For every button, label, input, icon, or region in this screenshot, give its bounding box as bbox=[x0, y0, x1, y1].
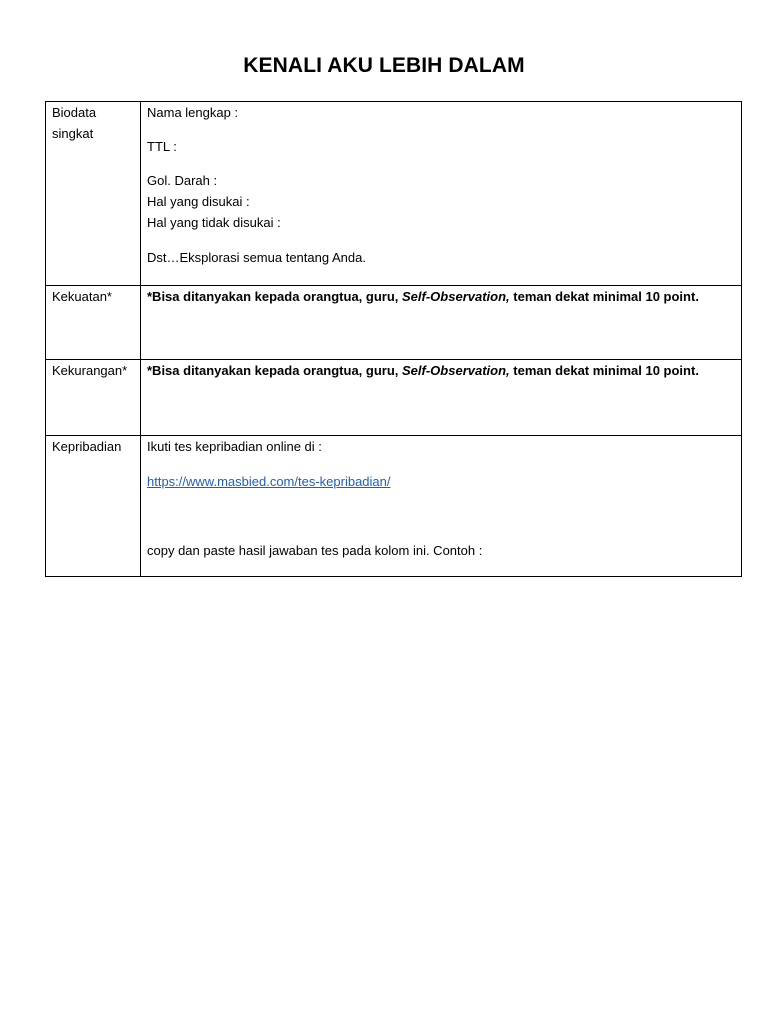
kepribadian-intro: Ikuti tes kepribadian online di : bbox=[147, 439, 322, 454]
biodata-label: Biodata singkat bbox=[52, 105, 97, 141]
kekuatan-note bbox=[147, 286, 735, 307]
kekuatan-note-end: teman dekat minimal 10 point. bbox=[509, 289, 699, 304]
field-hal-disukai: Hal yang disukai : bbox=[147, 194, 250, 209]
row-label-biodata bbox=[46, 102, 141, 286]
field-dst-eksplorasi: Dst…Eksplorasi semua tentang Anda. bbox=[147, 250, 366, 265]
row-label-kekuatan bbox=[46, 286, 141, 360]
field-nama-lengkap: Nama lengkap : bbox=[147, 105, 239, 120]
kekurangan-note bbox=[147, 360, 735, 381]
field-ttl: TTL : bbox=[147, 139, 177, 154]
kekurangan-content[interactable] bbox=[141, 360, 742, 436]
kekurangan-note-start: *Bisa ditanyakan kepada orangtua, guru, bbox=[147, 363, 403, 378]
kekuatan-label: Kekuatan* bbox=[52, 289, 112, 304]
document-title: KENALI AKU LEBIH DALAM bbox=[243, 54, 525, 77]
row-label-kepribadian bbox=[46, 436, 141, 577]
kepribadian-instruction: copy dan paste hasil jawaban tes pada kolom ini. Contoh : bbox=[147, 543, 483, 558]
table-row-kekuatan bbox=[46, 286, 742, 360]
kekuatan-note-italic: Self-Observation, bbox=[402, 289, 510, 304]
table-row-biodata bbox=[46, 102, 742, 286]
kekurangan-note-end: teman dekat minimal 10 point. bbox=[509, 363, 699, 378]
table-row-kepribadian bbox=[46, 436, 742, 577]
biodata-content[interactable] bbox=[141, 102, 742, 286]
kekurangan-note-italic: Self-Observation, bbox=[402, 363, 510, 378]
field-gol-darah: Gol. Darah : bbox=[147, 173, 218, 188]
kepribadian-label: Kepribadian bbox=[52, 439, 122, 454]
kekurangan-label: Kekurangan* bbox=[52, 363, 128, 378]
row-label-kekurangan bbox=[46, 360, 141, 436]
field-hal-tidak-disukai: Hal yang tidak disukai : bbox=[147, 215, 281, 230]
kepribadian-content[interactable] bbox=[141, 436, 742, 577]
kekuatan-note-start: *Bisa ditanyakan kepada orangtua, guru, bbox=[147, 289, 403, 304]
kekuatan-content[interactable] bbox=[141, 286, 742, 360]
profile-table bbox=[45, 101, 742, 577]
tes-kepribadian-link[interactable]: https://www.masbied.com/tes-kepribadian/ bbox=[147, 474, 391, 489]
table-row-kekurangan bbox=[46, 360, 742, 436]
